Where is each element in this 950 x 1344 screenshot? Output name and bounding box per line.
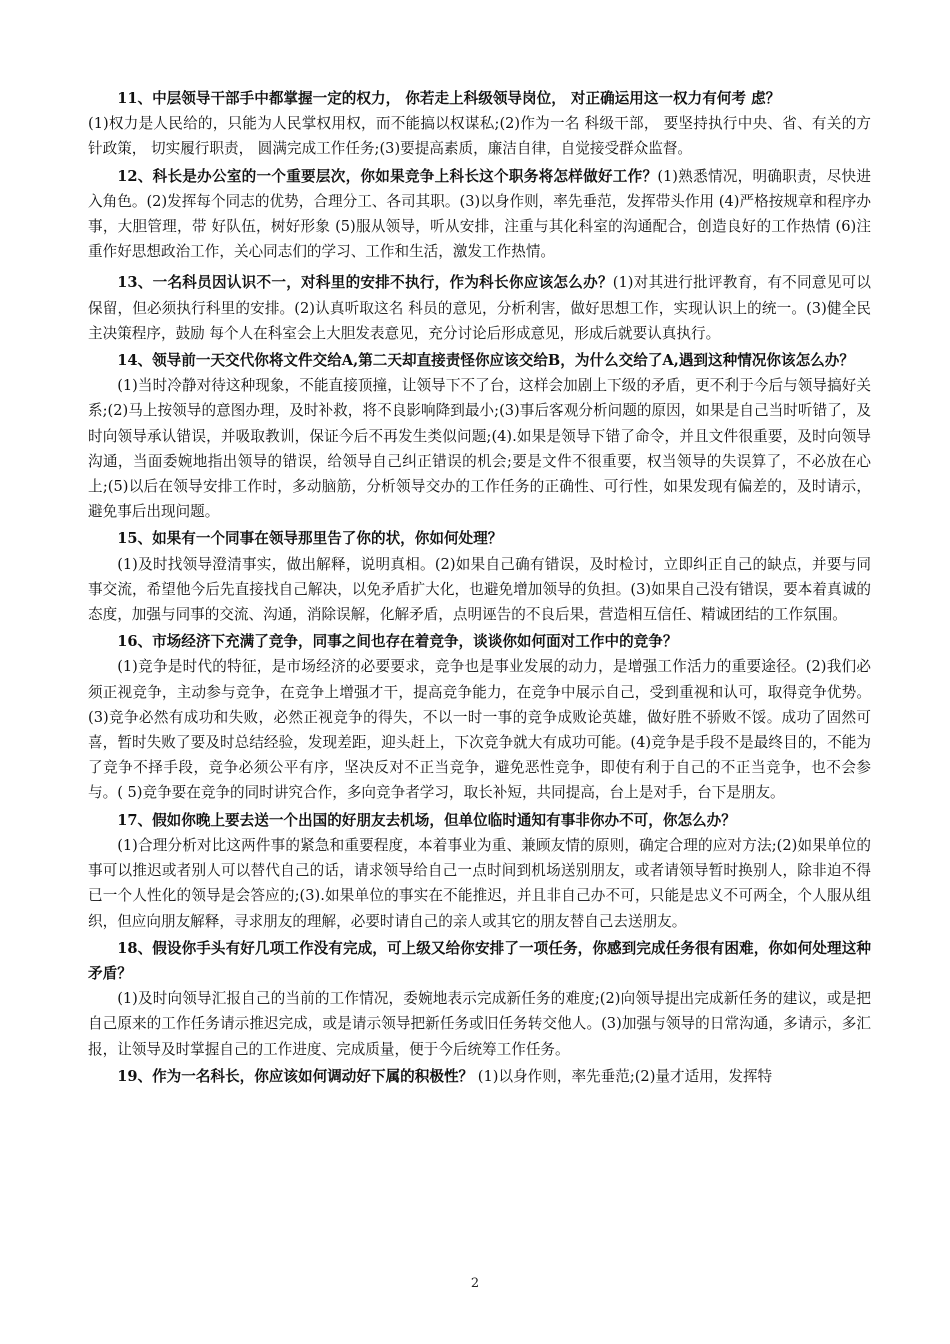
qa-item-19 — [88, 1064, 871, 1089]
qa-item-11 — [88, 86, 871, 162]
qa-item-18 — [88, 936, 871, 1062]
answer-paragraph: (1)竞争是时代的特征，是市场经济的必要要求，竞争也是事业发展的动力，是增强工作活力的重要途径。(2)我们必须正视竞争，主动参与竞争，在竞争上增强才干，提高竞争能力，在竞争中展示自己，受到重视和认可，取得竞争优势。(3)竞争必然有成功和失败，必然正视竞争的得失，不以一时一事的竞争成败论英雄，做好胜不骄败不馁。成功了固然可喜，暂时失败了要及时总结经验，发现差距，迎头赶上，下次竞争就大有成功可能。(4)竞争是手段不是最终目的，不能为了竞争不择手段，竞争必须公平有序，坚决反对不正当竞争，避免恶性竞争，即使有利于自己的不正当竞争，也不会参与。( 5)竞争要在竞争的同时讲究合作，多向竞争者学习，取长补短，共同提高，台上是对手，台下是朋友。 — [88, 658, 871, 802]
answer-inline: (1)以身作则，率先垂范;(2)量才适用，发挥特 — [477, 1067, 773, 1085]
question: 11、中层领导干部手中都掌握一定的权力， 你若走上科级领导岗位， 对正确运用这一权力有何考 虑？ — [117, 90, 781, 107]
question: 16、市场经济下充满了竞争，同事之间也存在着竞争，谈谈你如何面对工作中的竞争？ — [117, 633, 678, 651]
qa-item-16 — [88, 629, 871, 805]
answer-paragraph: (1)及时找领导澄清事实，做出解释，说明真相。(2)如果自己确有错误，及时检讨，立即纠正自己的缺点，并要与同事交流，希望他今后先直接找自己解决，以免矛盾扩大化，也避免增加领导的负担。(3)如果自己没有错误，要本着真诚的态度，加强与同事的交流、沟通，消除误解，化解矛盾，点明诬告的不良后果，营造相互信任、精诚团结的工作氛围。 — [88, 555, 871, 624]
qa-item-14 — [88, 348, 871, 524]
question: 14、领导前一天交代你将文件交给A,第二天却直接责怪你应该交给B，为什么交给了A,遇到这种情况你该怎么办？ — [117, 352, 854, 370]
page-number: 2 — [470, 1276, 480, 1291]
question: 17、假如你晚上要去送一个出国的好朋友去机场，但单位临时通知有事非你办不可，你怎么办？ — [117, 811, 736, 829]
answer-inline: (1)熟悉情况，明确职责，尽快进入角色。(2)发挥每个同志的优势，合理分工、各司其职。(3)以身作则，率先垂范，发挥带头作用 (4)严格按规章和程序办事，大胆管理，带 好队伍，树好形象 (5)服从领导，听从安排，注重与其化科室的沟通配合，创造良好的工作热情 (6)注重作好思想政治工作，关心同志们的学习、工作和生活，激发工作热情。 — [88, 167, 871, 261]
answer-paragraph: (1)权力是人民给的，只能为人民掌权用权，而不能搞以权谋私;(2)作为一名 科级干部， 要坚持执行中央、省、有关的方针政策， 切实履行职责， 圆满完成工作任务;(3)要提高素质，廉洁自律，自觉接受群众监督。 — [88, 115, 871, 158]
document-body — [88, 86, 871, 1091]
question: 15、如果有一个同事在领导那里告了你的状，你如何处理？ — [117, 530, 503, 548]
question: 19、作为一名科长，你应该如何调动好下属的积极性？ — [117, 1067, 474, 1085]
qa-item-13 — [88, 270, 871, 346]
answer-paragraph: (1)及时向领导汇报自己的当前的工作情况，委婉地表示完成新任务的难度;(2)向领导提出完成新任务的建议，或是把自己原来的工作任务请示推迟完成，或是请示领导把新任务或旧任务转交他人。(3)加强与领导的日常沟通，多请示，多汇报，让领导及时掌握自己的工作进度、完成质量，便于今后统筹工作任务。 — [88, 990, 871, 1058]
qa-item-12 — [88, 164, 871, 265]
question: 12、科长是办公室的一个重要层次，你如果竞争上科长这个职务将怎样做好工作？ — [117, 167, 658, 185]
qa-item-15 — [88, 526, 871, 627]
answer-paragraph: (1)当时冷静对待这种现象，不能直接顶撞，让领导下不了台，这样会加剧上下级的矛盾，更不利于今后与领导搞好关系;(2)马上按领导的意图办理，及时补救，将不良影响降到最小;(3)事后客观分析问题的原因，如果是自己当时听错了，及时向领导承认错误，并吸取教训，保证今后不再发生类似问题;(4).如果是领导下错了命令，并且文件很重要，及时向领导沟通，当面委婉地指出领导的错误，给领导自己纠正错误的机会;要是文件不很重要，权当领导的失误算了，不必放在心上;(5)以后在领导安排工作时，多动脑筋，分析领导交办的工作任务的正确性、可行性，如果发现有偏差的，及时请示，避免事后出现问题。 — [88, 377, 871, 521]
qa-item-17 — [88, 808, 871, 934]
answer-paragraph: (1)合理分析对比这两件事的紧急和重要程度，本着事业为重、兼顾友情的原则，确定合理的应对方法;(2)如果单位的事可以推迟或者别人可以替代自己的话，请求领导给自己一点时间到机场送别朋友，或者请领导暂时换别人，除非迫不得已一个人性化的领导是会答应的;(3).如果单位的事实在不能推迟，并且非自己办不可，只能是忠义不可两全，个人服从组织，但应向朋友解释，寻求朋友的理解，必要时请自己的亲人或其它的朋友替自己去送朋友。 — [88, 836, 871, 930]
answer-inline: (1)对其进行批评教育，有不同意见可以保留，但必须执行科里的安排。(2)认真听取这名 科员的意见，分析利害，做好思想工作，实现认识上的统一。(3)健全民主决策程序，鼓励 每个人在科室会上大胆发表意见，充分讨论后形成意见，形成后就要认真执行。 — [88, 274, 871, 342]
question: 13、一名科员因认识不一，对科里的安排不执行，作为科长你应该怎么办？ — [117, 274, 613, 292]
question: 18、假设你手头有好几项工作没有完成，可上级又给你安排了一项任务，你感到完成任务很有困难，你如何处理这种矛盾？ — [88, 939, 871, 982]
